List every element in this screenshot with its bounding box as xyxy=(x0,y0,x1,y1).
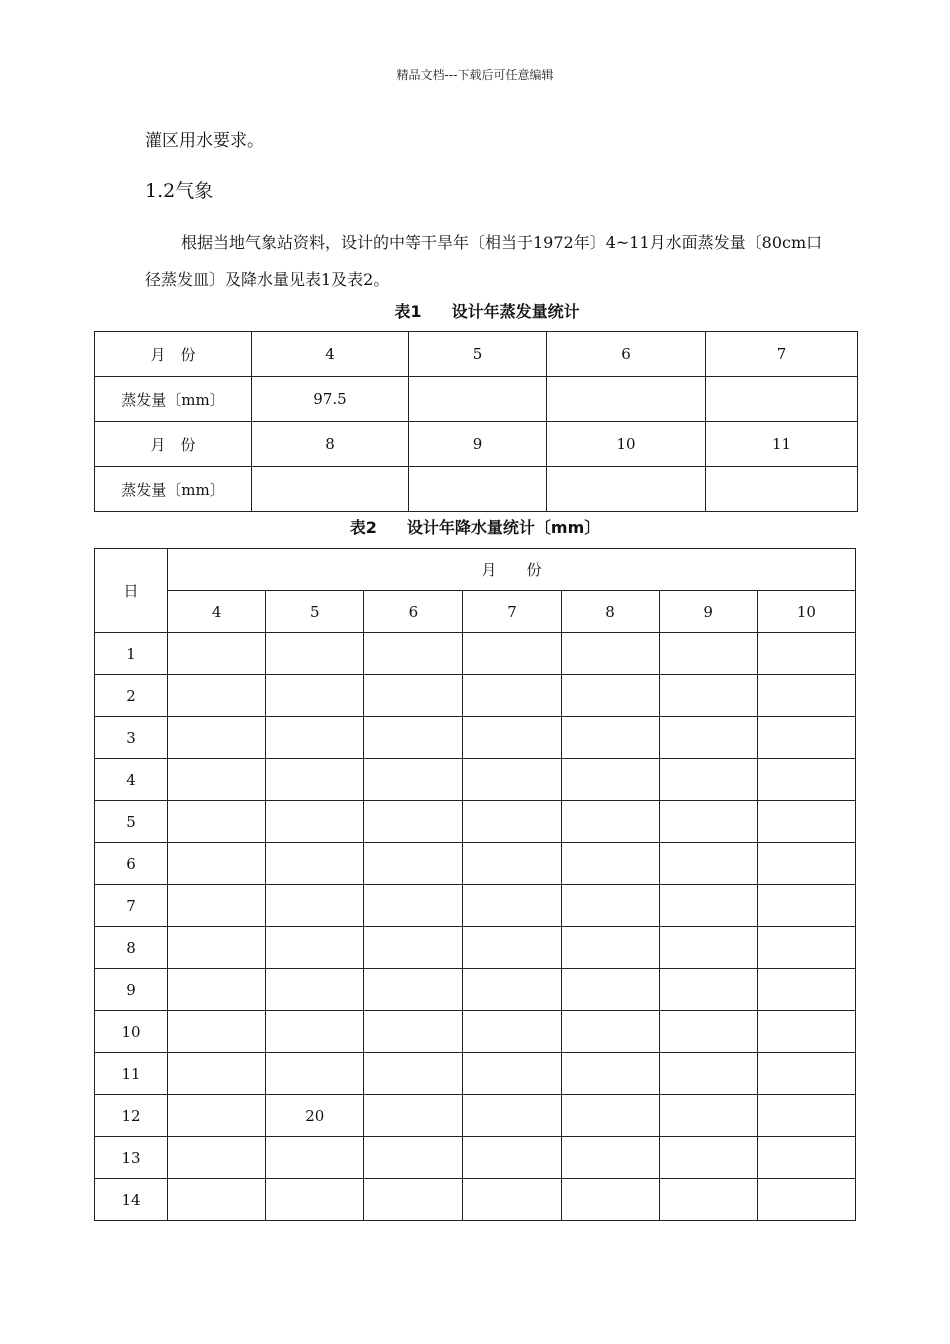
evap-cell xyxy=(547,467,706,512)
precip-cell xyxy=(168,1095,266,1137)
precip-cell xyxy=(561,1137,659,1179)
precip-cell xyxy=(757,1011,855,1053)
precip-cell xyxy=(266,927,364,969)
precip-cell xyxy=(659,927,757,969)
month-cell: 10 xyxy=(547,422,706,467)
body-paragraph: 根据当地气象站资料，设计的中等干旱年〔相当于1972年〕4~11月水面蒸发量〔80cm口径蒸发皿〕及降水量见表1及表2。 xyxy=(145,233,823,289)
precip-cell xyxy=(364,675,463,717)
precip-cell xyxy=(463,675,561,717)
precip-cell xyxy=(168,801,266,843)
precip-cell xyxy=(364,969,463,1011)
precip-cell xyxy=(266,801,364,843)
precip-cell xyxy=(561,801,659,843)
table1-caption-number: 表1 xyxy=(394,302,422,321)
precip-cell xyxy=(266,717,364,759)
table-row xyxy=(95,1011,856,1053)
precip-cell xyxy=(463,969,561,1011)
precip-cell xyxy=(463,1095,561,1137)
precip-cell xyxy=(266,885,364,927)
precip-cell xyxy=(168,1011,266,1053)
evap-row-label: 蒸发量〔mm〕 xyxy=(95,467,252,512)
evap-cell xyxy=(547,377,706,422)
precip-cell xyxy=(266,675,364,717)
precip-cell xyxy=(364,759,463,801)
precip-cell xyxy=(168,885,266,927)
precip-cell xyxy=(168,633,266,675)
evaporation-table xyxy=(94,331,858,512)
table-row xyxy=(95,1053,856,1095)
precip-cell xyxy=(364,801,463,843)
table-row xyxy=(95,843,856,885)
table-row xyxy=(95,675,856,717)
precip-cell xyxy=(463,843,561,885)
day-cell: 6 xyxy=(95,843,168,885)
evap-row-label: 蒸发量〔mm〕 xyxy=(95,377,252,422)
month-cell: 7 xyxy=(706,332,858,377)
precip-cell xyxy=(561,717,659,759)
table-row xyxy=(95,467,858,512)
precip-cell xyxy=(561,1053,659,1095)
precip-cell xyxy=(659,969,757,1011)
precip-cell xyxy=(266,1053,364,1095)
evap-cell xyxy=(409,467,547,512)
precip-cell xyxy=(659,801,757,843)
precip-cell xyxy=(463,801,561,843)
month-cell: 4 xyxy=(252,332,409,377)
precip-cell xyxy=(757,1095,855,1137)
day-cell: 13 xyxy=(95,1137,168,1179)
precip-cell xyxy=(659,843,757,885)
precip-cell xyxy=(168,843,266,885)
day-cell: 11 xyxy=(95,1053,168,1095)
precip-cell xyxy=(463,633,561,675)
precip-cell xyxy=(659,759,757,801)
month-header-cell: 9 xyxy=(659,591,757,633)
month-cell: 6 xyxy=(547,332,706,377)
table-row xyxy=(95,1095,856,1137)
precip-cell xyxy=(463,1011,561,1053)
table-row xyxy=(95,969,856,1011)
table1-caption-title: 设计年蒸发量统计 xyxy=(451,302,580,321)
precip-cell xyxy=(561,969,659,1011)
table-row xyxy=(95,927,856,969)
precip-cell xyxy=(659,633,757,675)
month-header-cell: 4 xyxy=(168,591,266,633)
precip-cell xyxy=(757,1179,855,1221)
month-row-label: 月 份 xyxy=(95,332,252,377)
day-cell: 14 xyxy=(95,1179,168,1221)
evap-cell xyxy=(409,377,547,422)
precip-cell xyxy=(561,633,659,675)
precip-cell xyxy=(757,1137,855,1179)
table-row xyxy=(95,633,856,675)
precip-cell xyxy=(364,885,463,927)
precip-cell xyxy=(168,969,266,1011)
precip-cell xyxy=(266,633,364,675)
precip-cell: 20 xyxy=(266,1095,364,1137)
precip-cell xyxy=(757,885,855,927)
precip-cell xyxy=(168,759,266,801)
month-cell: 11 xyxy=(706,422,858,467)
table-row xyxy=(95,717,856,759)
evap-cell xyxy=(252,467,409,512)
month-header-cell: 7 xyxy=(463,591,561,633)
precip-cell xyxy=(757,759,855,801)
table-row xyxy=(95,1179,856,1221)
day-cell: 7 xyxy=(95,885,168,927)
precip-cell xyxy=(659,717,757,759)
day-cell: 10 xyxy=(95,1011,168,1053)
evap-cell: 97.5 xyxy=(252,377,409,422)
month-cell: 8 xyxy=(252,422,409,467)
precip-cell xyxy=(364,1011,463,1053)
precip-cell xyxy=(364,1179,463,1221)
precip-cell xyxy=(757,801,855,843)
month-cell: 5 xyxy=(409,332,547,377)
month-header-cell: 10 xyxy=(757,591,855,633)
month-row-label: 月 份 xyxy=(95,422,252,467)
day-cell: 8 xyxy=(95,927,168,969)
precip-cell xyxy=(463,717,561,759)
precip-cell xyxy=(266,969,364,1011)
table-row xyxy=(95,422,858,467)
precip-cell xyxy=(463,885,561,927)
precip-cell xyxy=(463,1179,561,1221)
precip-cell xyxy=(757,969,855,1011)
table-row xyxy=(95,377,858,422)
month-header-cell: 5 xyxy=(266,591,364,633)
precip-cell xyxy=(364,1095,463,1137)
table-row xyxy=(95,332,858,377)
precip-cell xyxy=(757,843,855,885)
day-cell: 5 xyxy=(95,801,168,843)
precip-cell xyxy=(364,717,463,759)
precip-cell xyxy=(364,843,463,885)
precip-cell xyxy=(561,759,659,801)
precip-cell xyxy=(364,1053,463,1095)
precip-cell xyxy=(463,1053,561,1095)
day-cell: 3 xyxy=(95,717,168,759)
precip-cell xyxy=(659,1179,757,1221)
precip-cell xyxy=(463,1137,561,1179)
day-cell: 2 xyxy=(95,675,168,717)
evap-cell xyxy=(706,377,858,422)
precip-cell xyxy=(561,843,659,885)
precip-cell xyxy=(561,885,659,927)
intro-text: 灌区用水要求。 xyxy=(145,131,264,151)
precip-cell xyxy=(168,1179,266,1221)
precipitation-table xyxy=(94,548,856,1221)
precip-cell xyxy=(266,1011,364,1053)
precip-cell xyxy=(168,675,266,717)
precip-cell xyxy=(659,1053,757,1095)
day-cell: 1 xyxy=(95,633,168,675)
month-cell: 9 xyxy=(409,422,547,467)
precip-cell xyxy=(266,1179,364,1221)
table-header-row xyxy=(95,549,856,591)
precip-cell xyxy=(266,843,364,885)
precip-cell xyxy=(463,759,561,801)
precip-cell xyxy=(757,633,855,675)
table-row xyxy=(95,885,856,927)
precip-cell xyxy=(266,1137,364,1179)
precip-cell xyxy=(266,759,364,801)
precip-cell xyxy=(659,675,757,717)
page-header-note: 精品文档---下载后可任意编辑 xyxy=(396,68,554,82)
precip-cell xyxy=(561,927,659,969)
precip-cell xyxy=(561,675,659,717)
table2-caption-title: 设计年降水量统计〔mm〕 xyxy=(406,518,601,537)
table2-caption-number: 表2 xyxy=(349,518,377,537)
precip-cell xyxy=(561,1011,659,1053)
precip-cell xyxy=(364,633,463,675)
precip-cell xyxy=(659,885,757,927)
precip-cell xyxy=(561,1095,659,1137)
precip-cell xyxy=(364,1137,463,1179)
precip-cell xyxy=(364,927,463,969)
precip-cell xyxy=(757,717,855,759)
precip-cell xyxy=(168,1137,266,1179)
table-row xyxy=(95,1137,856,1179)
section-heading: 1.2气象 xyxy=(145,180,214,202)
table2-caption xyxy=(0,515,950,538)
precip-cell xyxy=(757,675,855,717)
precip-cell xyxy=(757,1053,855,1095)
day-cell: 4 xyxy=(95,759,168,801)
precip-cell xyxy=(168,927,266,969)
table-row xyxy=(95,759,856,801)
day-header: 日 xyxy=(95,549,168,633)
precip-cell xyxy=(561,1179,659,1221)
month-group-header: 月 份 xyxy=(168,549,856,591)
evap-cell xyxy=(706,467,858,512)
month-header-cell: 8 xyxy=(561,591,659,633)
table-header-row xyxy=(95,591,856,633)
day-cell: 12 xyxy=(95,1095,168,1137)
precip-cell xyxy=(168,1053,266,1095)
precip-cell xyxy=(659,1137,757,1179)
day-cell: 9 xyxy=(95,969,168,1011)
precip-cell xyxy=(168,717,266,759)
table-row xyxy=(95,801,856,843)
precip-cell xyxy=(659,1095,757,1137)
month-header-cell: 6 xyxy=(364,591,463,633)
precip-cell xyxy=(757,927,855,969)
precip-cell xyxy=(659,1011,757,1053)
table1-caption xyxy=(12,299,950,322)
precip-cell xyxy=(463,927,561,969)
